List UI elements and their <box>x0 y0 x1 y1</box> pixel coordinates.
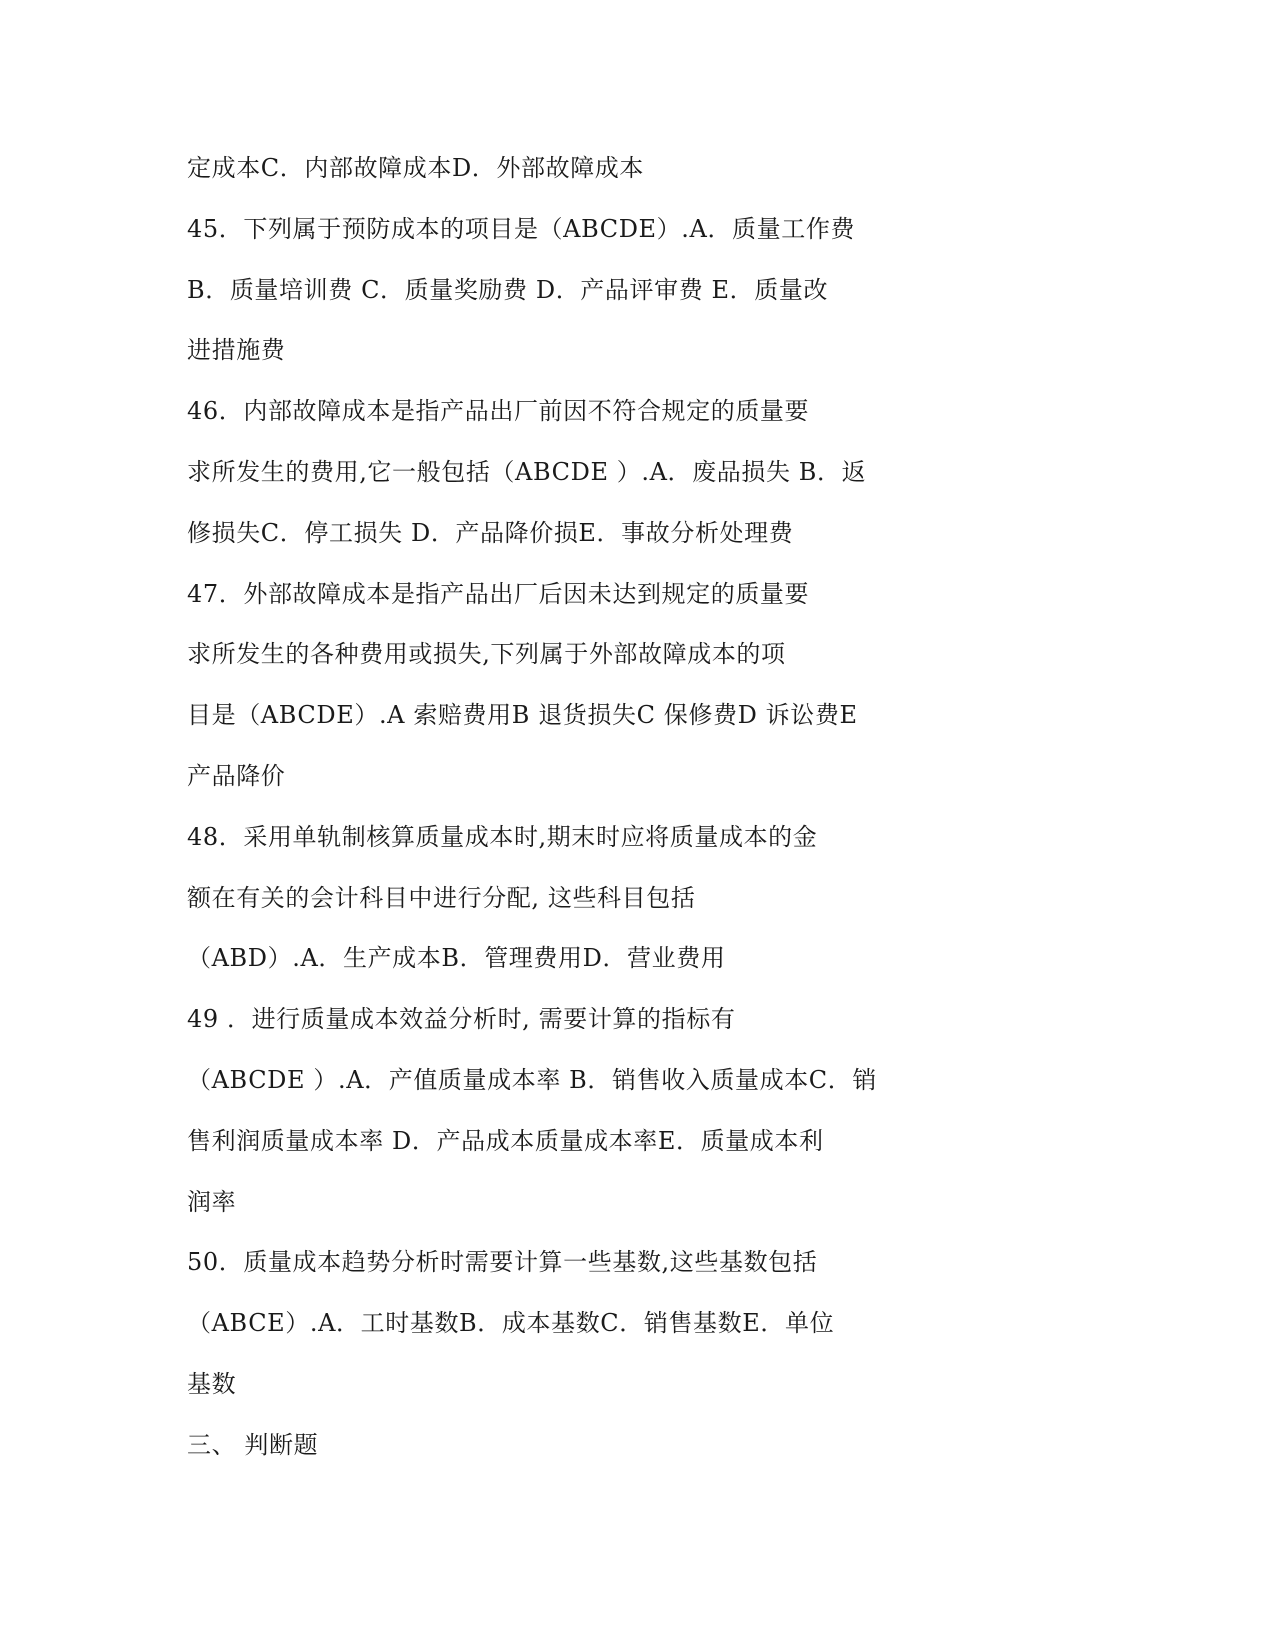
text-line: 修损失C．停工损失 D．产品降价损E．事故分析处理费 <box>187 518 794 547</box>
text-line: （ABCE）.A．工时基数B．成本基数C．销售基数E．单位 <box>187 1309 835 1338</box>
document-body <box>187 138 907 1476</box>
section-heading: 三、 判断题 <box>187 1430 319 1459</box>
question-47-line: 47．外部故障成本是指产品出厂后因未达到规定的质量要 <box>187 579 810 608</box>
question-50-line: 50．质量成本趋势分析时需要计算一些基数,这些基数包括 <box>187 1248 818 1277</box>
text-line: 产品降价 <box>187 761 286 790</box>
question-49-line: 49 ．进行质量成本效益分析时, 需要计算的指标有 <box>187 1005 736 1034</box>
text-line: 额在有关的会计科目中进行分配, 这些科目包括 <box>187 883 696 912</box>
text-line: 售利润质量成本率 D．产品成本质量成本率E．质量成本利 <box>187 1126 824 1155</box>
text-line: 目是（ABCDE）.A 索赔费用B 退货损失C 保修费D 诉讼费E <box>187 701 858 730</box>
question-46-line: 46．内部故障成本是指产品出厂前因不符合规定的质量要 <box>187 397 810 426</box>
text-line: B．质量培训费 C．质量奖励费 D．产品评审费 E．质量改 <box>187 275 829 304</box>
question-45-line: 45．下列属于预防成本的项目是（ABCDE）.A．质量工作费 <box>187 214 856 243</box>
question-48-line: 48．采用单轨制核算质量成本时,期末时应将质量成本的金 <box>187 822 818 851</box>
text-line: 求所发生的各种费用或损失,下列属于外部故障成本的项 <box>187 640 786 669</box>
text-line: 定成本C．内部故障成本D．外部故障成本 <box>187 154 645 182</box>
text-line: 润率 <box>187 1187 237 1216</box>
text-line: （ABCDE ）.A．产值质量成本率 B．销售收入质量成本C．销 <box>187 1065 877 1094</box>
text-line: 基数 <box>187 1369 237 1398</box>
text-line: 进措施费 <box>187 336 286 365</box>
text-line: （ABD）.A．生产成本B．管理费用D．营业费用 <box>187 944 726 973</box>
text-line: 求所发生的费用,它一般包括（ABCDE ）.A．废品损失 B．返 <box>187 457 867 486</box>
